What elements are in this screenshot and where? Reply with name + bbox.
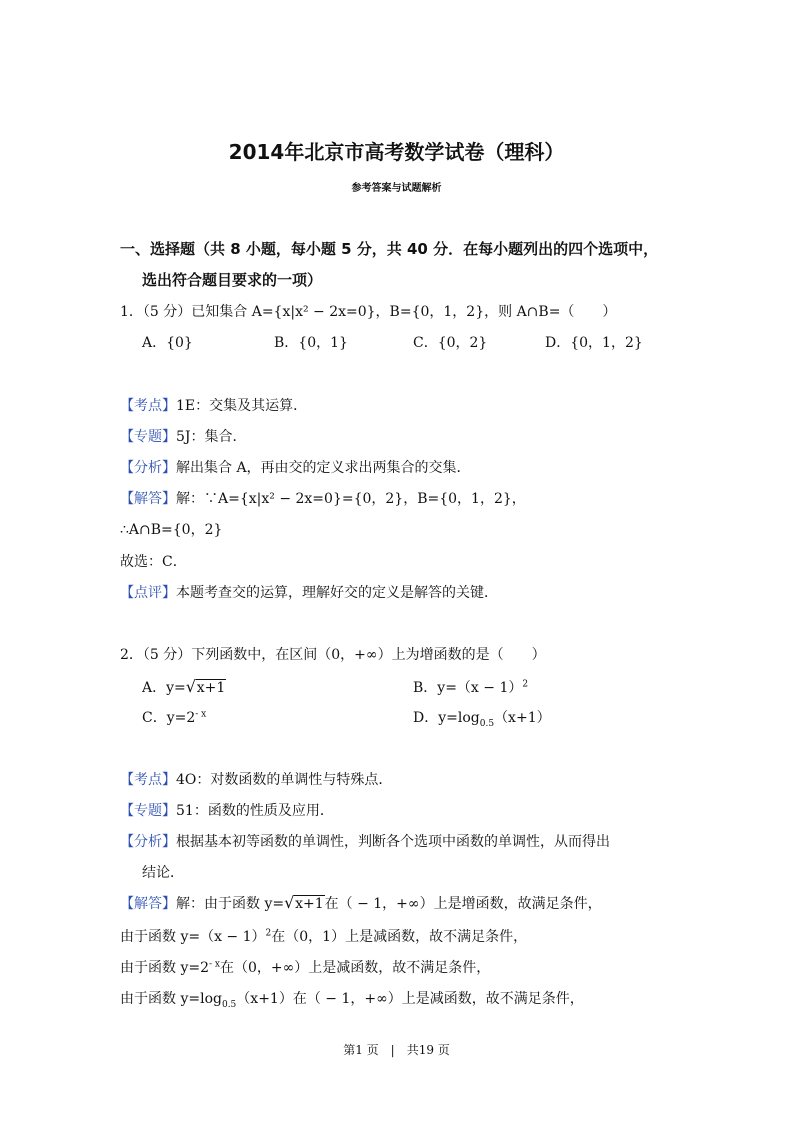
q2-fenxi: 【分析】根据基本初等函数的单调性，判断各个选项中函数的单调性，从而得出	[120, 834, 610, 850]
q2-solution-line: 由于函数 $y=(x - 1)^2$在（0，1）上是减函数，故不满足条件，	[120, 928, 528, 945]
section-heading: 一、选择题（共 8 小题，每小题 5 分，共 40 分．在每小题列出的四个选项中，	[120, 240, 659, 258]
q1-zhuanti: 【专题】5J：集合．	[120, 429, 247, 445]
q2-solution-line: 由于函数 $y=\log_{0.5}(x+1)$在（ − 1，+∞）上是减函数，故不满足条件，	[120, 991, 584, 1010]
q2-zhuanti: 【专题】51：函数的性质及应用．	[120, 803, 334, 819]
section-heading-cont: 选出符合题目要求的一项）	[142, 271, 323, 289]
kaodian-tag: 【考点】	[120, 398, 176, 414]
fenxi-tag: 【分析】	[120, 460, 176, 476]
dianping-tag: 【点评】	[120, 585, 176, 601]
zhuanti-tag: 【专题】	[120, 429, 176, 445]
q1-option-a: A．{0}	[142, 335, 193, 351]
q1-option-b: B．{0，1}	[274, 335, 348, 351]
kaodian-tag: 【考点】	[120, 772, 176, 788]
q2-fenxi-cont: 结论．	[142, 865, 184, 881]
q2-option-b: B．$y=(x - 1)^2$	[413, 679, 529, 696]
sqrt-symbol: √ x+1	[284, 896, 325, 912]
zhuanti-tag: 【专题】	[120, 803, 176, 819]
page-title: 2014年北京市高考数学试卷（理科）	[228, 140, 565, 164]
q1-kaodian: 【考点】1E：交集及其运算．	[120, 398, 308, 414]
q1-stem: 1．（5 分）已知集合 A={x|x² − 2x=0}，B={0，1，2}，则 A∩B=（ ）	[120, 304, 617, 320]
sqrt-symbol: √ x+1	[186, 680, 227, 696]
q2-solution-line: 由于函数 $y=2^{- x}$在（0，+∞）上是减函数，故不满足条件，	[120, 959, 491, 976]
q2-option-a: A．y=√ x+1	[142, 677, 226, 697]
q2-stem: 2．（5 分）下列函数中，在区间（0，+∞）上为增函数的是（ ）	[120, 647, 546, 663]
jieda-tag: 【解答】	[120, 896, 176, 912]
q1-option-c: C．{0，2}	[413, 335, 488, 351]
q2-kaodian: 【考点】4O：对数函数的单调性与特殊点．	[120, 772, 393, 788]
q1-jieda: 【解答】解：∵A={x|x² − 2x=0}={0，2}，B={0，1，2}，	[120, 491, 526, 507]
q1-solution-line: ∴A∩B={0，2}	[120, 522, 223, 538]
jieda-tag: 【解答】	[120, 491, 176, 507]
page-subtitle: 参考答案与试题解析	[351, 183, 442, 194]
q1-fenxi: 【分析】解出集合 A，再由交的定义求出两集合的交集．	[120, 460, 471, 476]
q1-dianping: 【点评】本题考查交的运算，理解好交的定义是解答的关键．	[120, 585, 498, 601]
q1-answer: 故选：C．	[120, 554, 187, 570]
q2-option-d: D．$y=\log_{0.5}(x+1)$	[413, 710, 551, 729]
fenxi-tag: 【分析】	[120, 834, 176, 850]
q2-jieda: 【解答】解：由于函数 y=√ x+1在（ − 1，+∞）上是增函数，故满足条件，	[120, 893, 602, 913]
page-footer: 第1 页 | 共19 页	[343, 1043, 450, 1057]
q2-option-c: C．$y=2^{- x}$	[142, 709, 207, 726]
q1-option-d: D．{0，1，2}	[545, 335, 643, 351]
